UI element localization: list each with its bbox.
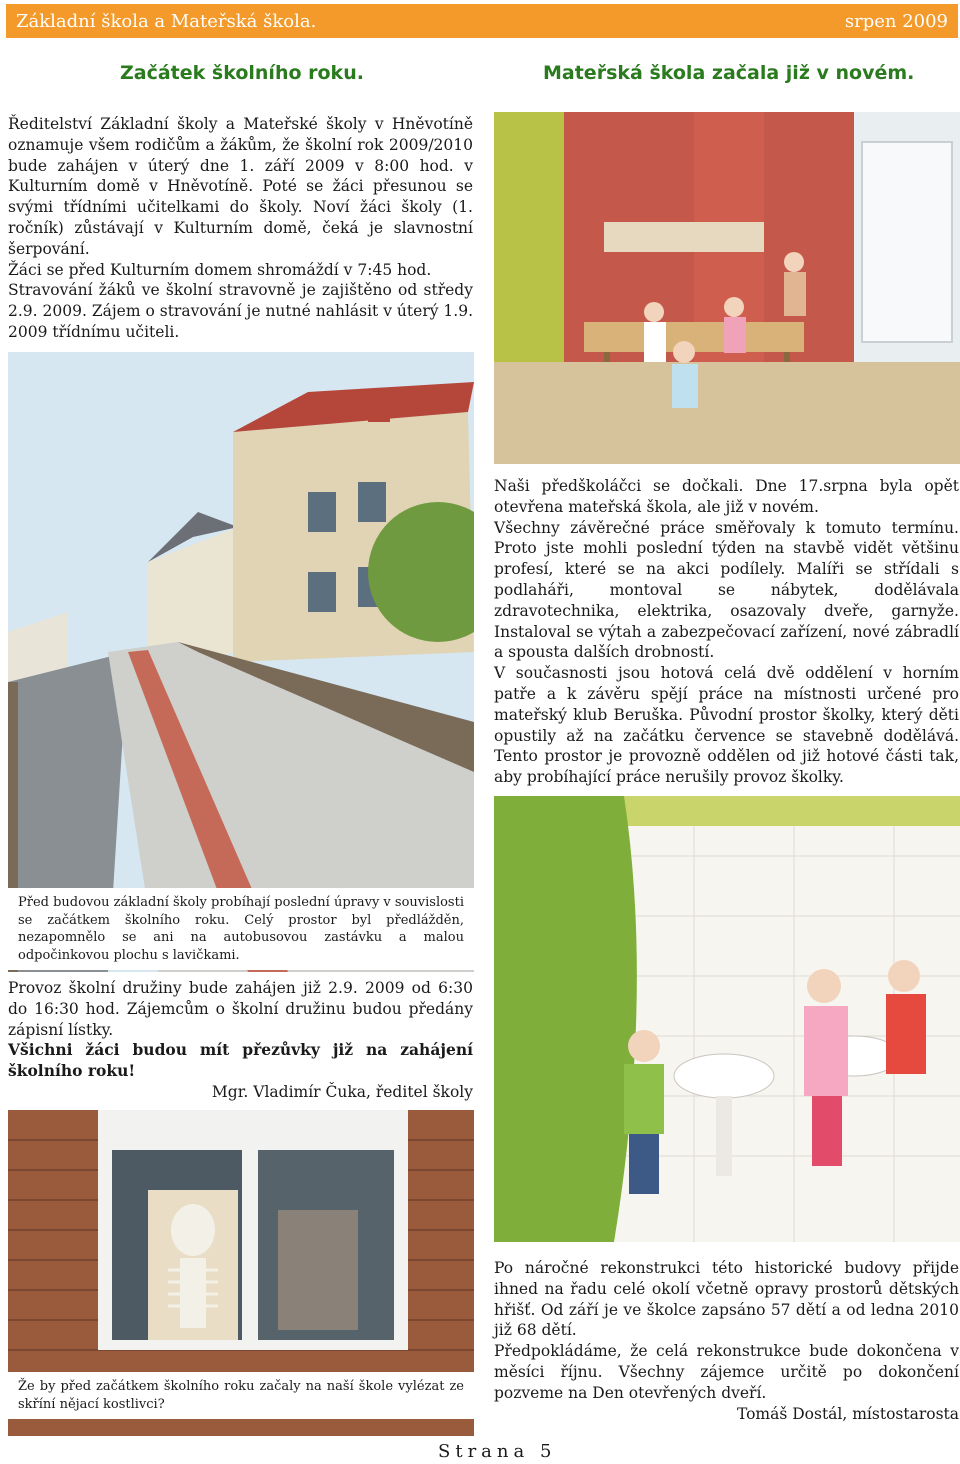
right-body-text bbox=[494, 476, 959, 788]
header-bar bbox=[6, 4, 958, 38]
page-number: Strana 5 bbox=[438, 1441, 557, 1462]
right-signature: Tomáš Dostál, místostarosta bbox=[736, 1404, 959, 1423]
header-title: Základní škola a Mateřská škola. bbox=[16, 11, 317, 32]
right-paragraph-1: Naši předškoláčci se dočkali. Dne 17.srpna byla opět otevřena mateřská škola, ale již v novém. bbox=[494, 477, 959, 516]
photo-classroom bbox=[494, 112, 960, 464]
intro-text bbox=[8, 114, 473, 343]
right-heading: Mateřská škola začala již v novém. bbox=[543, 62, 915, 84]
druzina-text bbox=[8, 978, 473, 1103]
intro-paragraph-2: Žáci se před Kulturním domem shromáždí v 7:45 hod. bbox=[8, 260, 432, 279]
right-bottom-paragraph-2: Předpokládáme, že celá rekonstrukce bude dokončena v měsíci říjnu. Všechny zájemce určitě po dokončení pozveme na Den otevřených dveří. bbox=[494, 1342, 959, 1402]
photo-street-school bbox=[8, 352, 474, 972]
header-date: srpen 2009 bbox=[844, 11, 948, 32]
right-paragraph-3: V současnosti jsou hotová celá dvě oddělení v horním patře a k závěru spějí práce na místnosti určené pro mateřský klub Beruška. Původní prostor školky, který děti opustily až na začátku července se stavebně dodělává. Tento prostor je provozně oddělen od již hotové části tak, aby probíhající práce nerušily provoz školky. bbox=[494, 664, 959, 787]
left-signature: Mgr. Vladimír Čuka, ředitel školy bbox=[211, 1082, 473, 1101]
druzina-paragraph: Provoz školní družiny bude zahájen již 2.9. 2009 od 6:30 do 16:30 hod. Zájemcům o školní družinu budou předány zápisní lístky. bbox=[8, 979, 473, 1039]
right-bottom-paragraph-1: Po náročné rekonstrukci této historické budovy přijde ihned na řadu celé okolí včetně opravy prostorů dětských hřišť. Od září je ve školce zapsáno 57 dětí a od ledna 2010 již 68 dětí. bbox=[494, 1259, 959, 1340]
photo-washroom bbox=[494, 796, 960, 1242]
prezuvky-notice: Všichni žáci budou mít přezůvky již na zahájení školního roku! bbox=[8, 1040, 473, 1081]
left-heading: Začátek školního roku. bbox=[120, 62, 364, 84]
intro-paragraph-1: Ředitelství Základní školy a Mateřské školy v Hněvotíně oznamuje všem rodičům a žákům, že školní rok 2009/2010 bude zahájen v úterý dne 1. září 2009 v 8:00 hod. v Kulturním domě v Hněvotíně. Poté se žáci přesunou se svými třídními učitelkami do školy. Noví žáci školy (1. ročník) zůstávají v Kulturním domě, čeká je slavnostní šerpování. bbox=[8, 115, 473, 258]
street-caption: Před budovou základní školy probíhají poslední úpravy v souvislosti se začátkem školního roku. Celý prostor byl předlážděn, nezapomnělo se ani na autobusovou zastávku a malou odpočinkovou plochu s lavičkami. bbox=[8, 888, 474, 970]
window-caption: Že by před začátkem školního roku začaly na naší škole vylézat ze skříní nějací kostlivci? bbox=[8, 1372, 474, 1419]
right-paragraph-2: Všechny závěrečné práce směřovaly k tomuto termínu. Proto jste mohli poslední týden na stavbě vidět většinu profesí, které se na akci podílely. Malíři se střídali s podlaháři, montoval se nábytek, dodělávala zdravotechnika, elektrika, osazovaly dveře, garnyže. Instaloval se výtah a zabezpečovací zařízení, nové zábradlí a spousta dalších drobností. bbox=[494, 518, 959, 662]
intro-paragraph-3: Stravování žáků ve školní stravovně je zajištěno od středy 2.9. 2009. Zájem o stravování je nutné nahlásit v úterý 1.9. 2009 třídnímu učiteli. bbox=[8, 281, 473, 341]
right-bottom-text bbox=[494, 1258, 959, 1424]
